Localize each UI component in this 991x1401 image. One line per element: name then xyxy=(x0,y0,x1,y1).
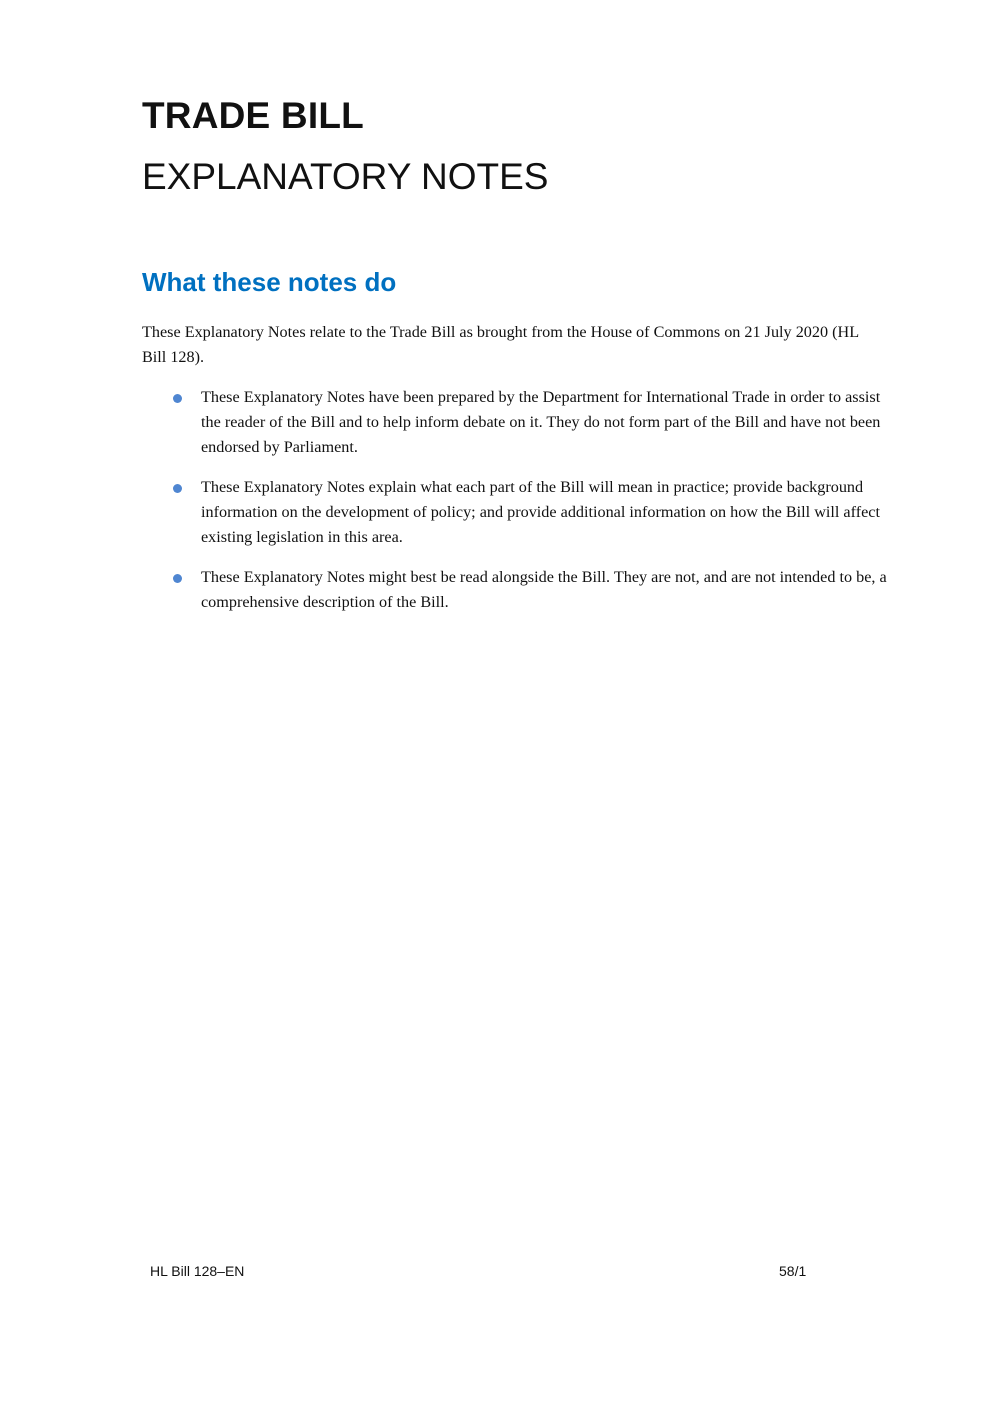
list-item-text: These Explanatory Notes have been prepared by the Department for International Trade in order to assist the reader of the Bill and to help inform debate on it. They do not form part of the Bill and have not been endorsed by Parliament. xyxy=(201,388,881,456)
section-heading: What these notes do xyxy=(142,267,397,297)
footer-bill-reference: HL Bill 128–EN xyxy=(150,1263,245,1279)
list-item xyxy=(142,385,901,460)
bullet-list xyxy=(142,385,887,615)
list-item xyxy=(142,475,901,550)
list-item-text: These Explanatory Notes explain what each part of the Bill will mean in practice; provide background information on the development of policy; and provide additional information on how the Bill will affect existing legislation in this area. xyxy=(201,478,880,546)
document-subtitle: EXPLANATORY NOTES xyxy=(142,156,549,197)
document-body xyxy=(142,320,887,630)
bullet-icon xyxy=(173,574,182,583)
document-title: TRADE BILL xyxy=(142,95,364,136)
intro-paragraph: These Explanatory Notes relate to the Trade Bill as brought from the House of Commons on 21 July 2020 (HL Bill 128). xyxy=(142,323,859,366)
list-item-text: These Explanatory Notes might best be read alongside the Bill. They are not, and are not intended to be, a comprehensive description of the Bill. xyxy=(201,568,887,611)
footer-page-number: 58/1 xyxy=(779,1263,807,1279)
bullet-icon xyxy=(173,394,182,403)
bullet-icon xyxy=(173,484,182,493)
list-item xyxy=(142,565,901,615)
